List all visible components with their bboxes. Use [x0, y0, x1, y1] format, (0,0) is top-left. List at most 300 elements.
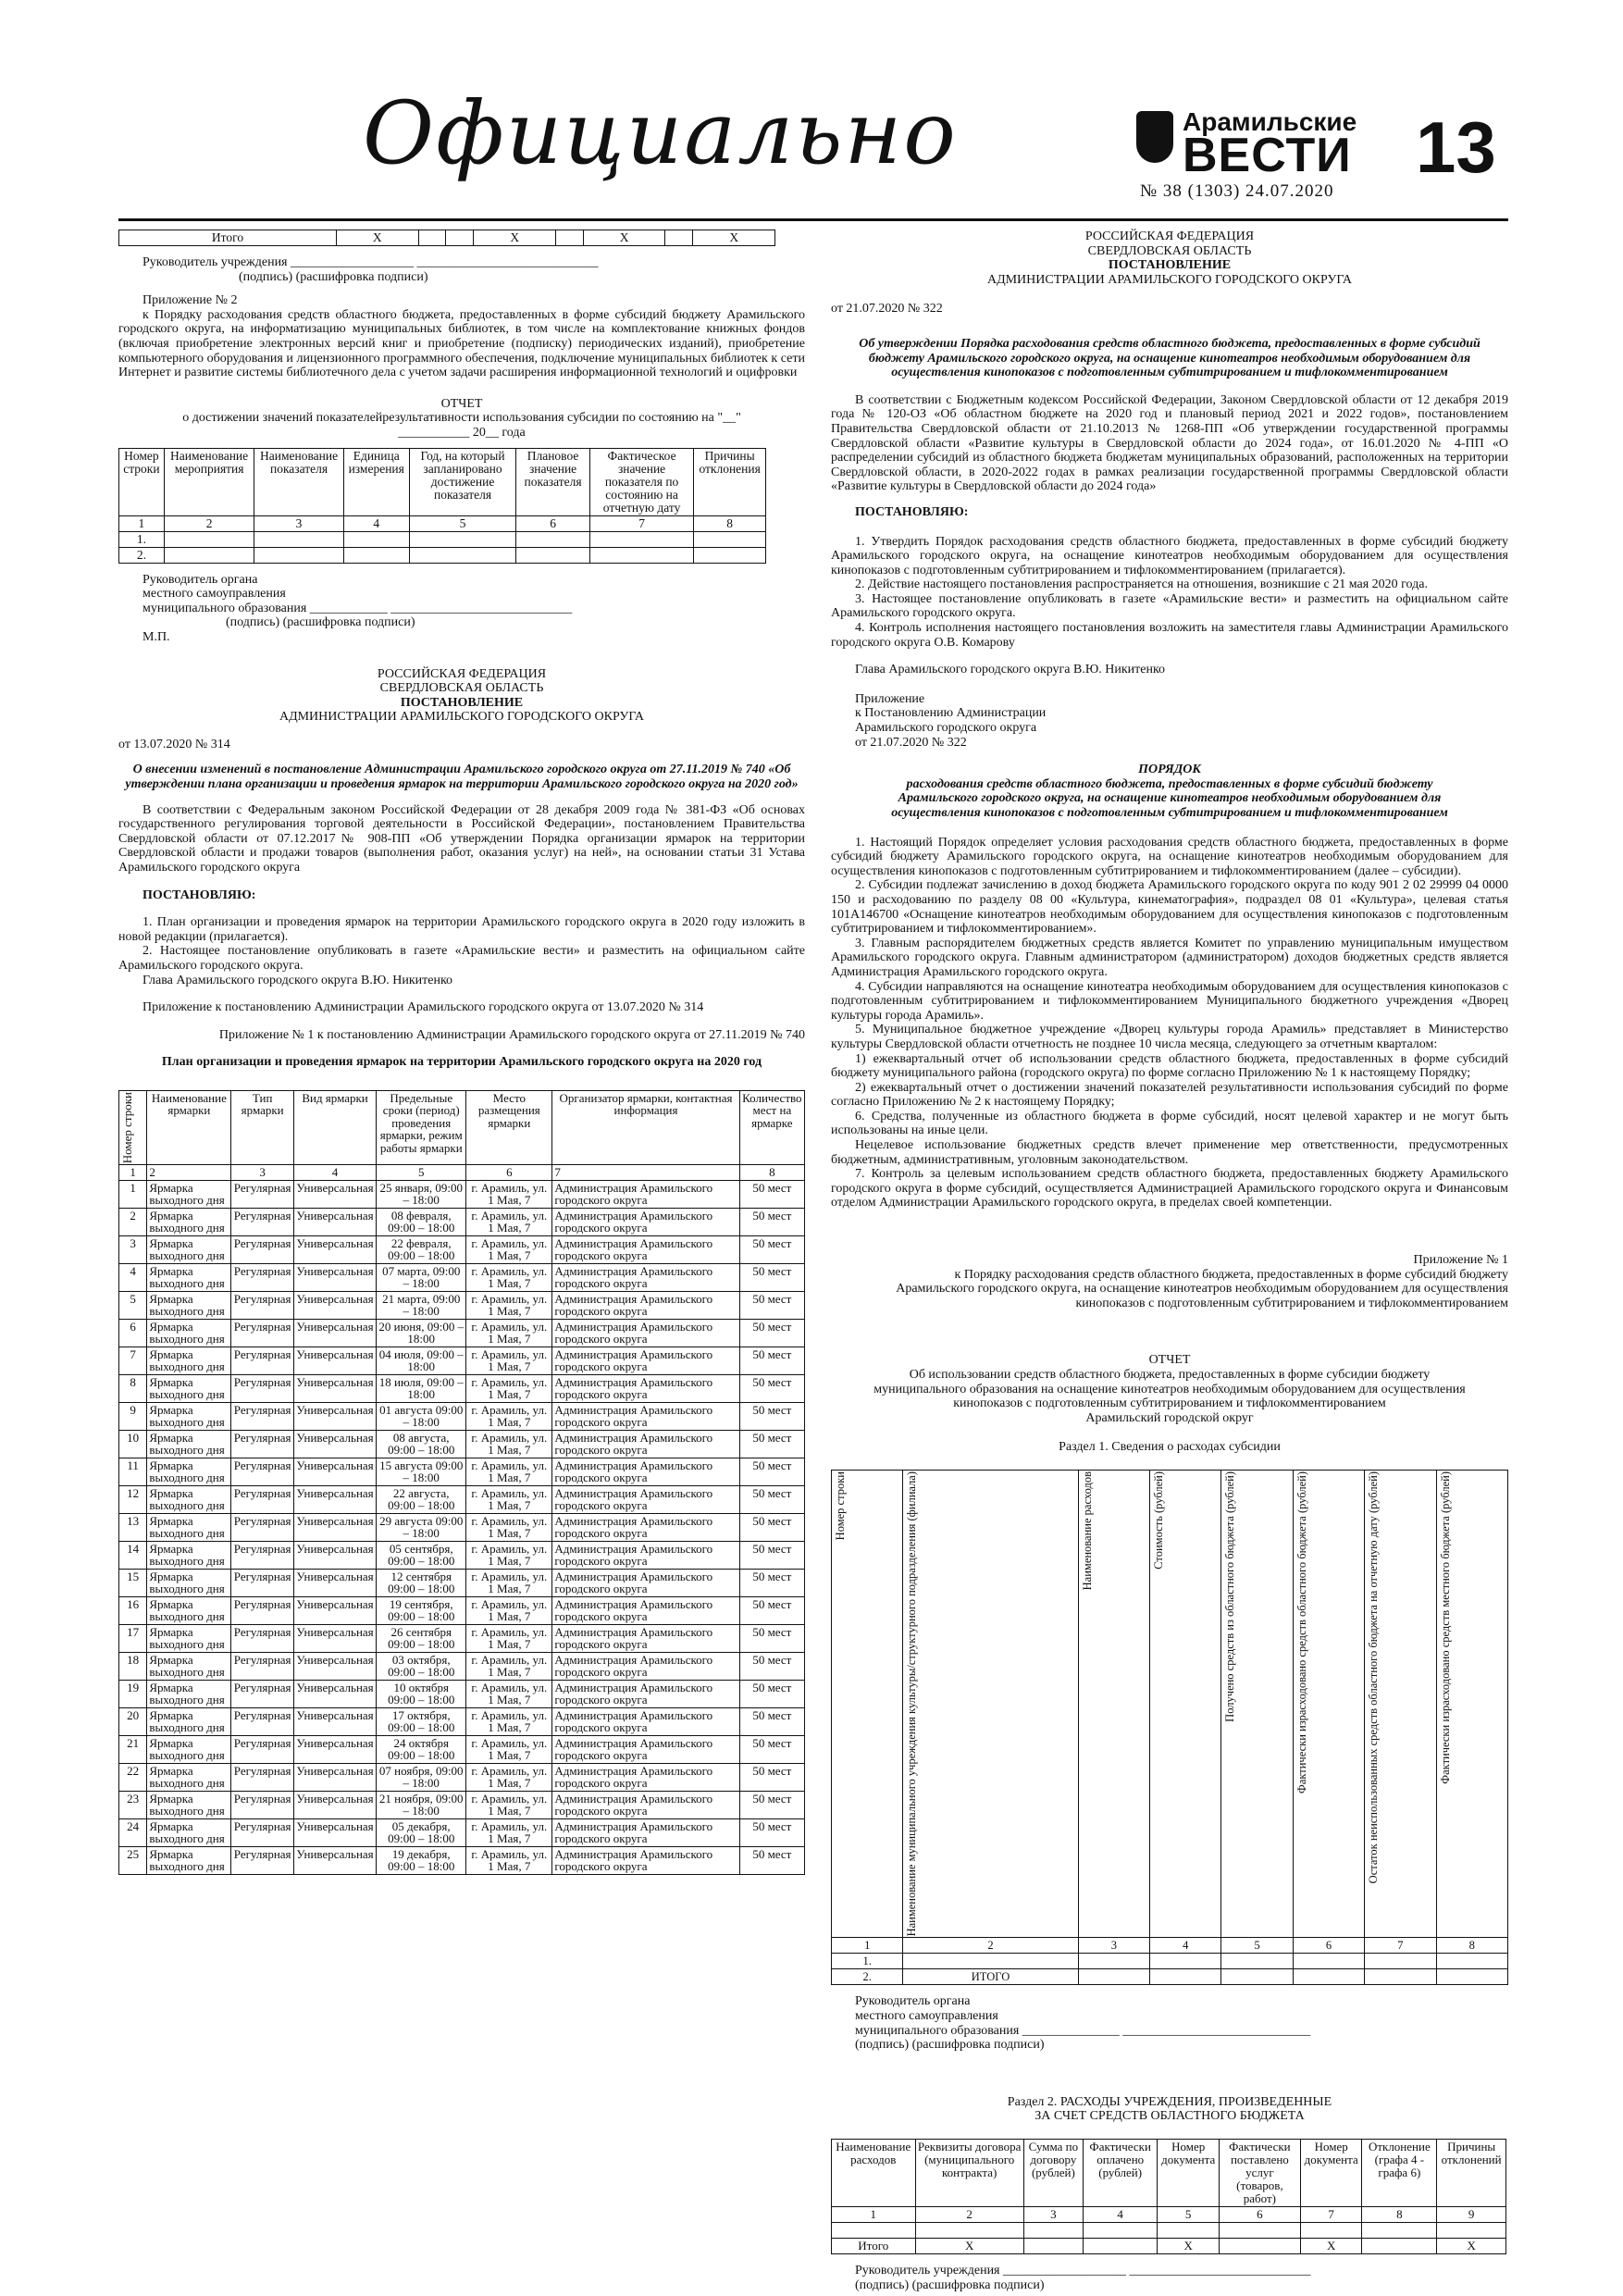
table-cell: 21 ноября, 09:00 – 18:00	[377, 1791, 466, 1818]
table-cell: 08 февраля, 09:00 – 18:00	[377, 1208, 466, 1235]
table-row	[119, 1485, 805, 1513]
table-cell: Ярмарка выходного дня	[147, 1680, 231, 1707]
table-row	[119, 1208, 805, 1235]
table-cell: г. Арамиль, ул. 1 Мая, 7	[466, 1291, 552, 1319]
table-row	[119, 1818, 805, 1846]
table-row	[119, 1541, 805, 1569]
table-cell: Ярмарка выходного дня	[147, 1735, 231, 1763]
table-cell: Регулярная	[231, 1846, 294, 1874]
table-cell	[1078, 1969, 1149, 1985]
table-cell: Универсальная	[293, 1347, 376, 1374]
table-cell: 2.	[119, 547, 165, 563]
table-cell	[446, 230, 474, 246]
table-cell: Регулярная	[231, 1458, 294, 1485]
newspaper-logo	[1136, 104, 1377, 182]
decree-resolve: ПОСТАНОВЛЯЮ:	[142, 887, 256, 902]
table-cell: Администрация Арамильского городского округа	[552, 1624, 739, 1652]
table-cell: Универсальная	[293, 1763, 376, 1791]
order-subtitle: расходования средств областного бюджета, предоставленных в форме субсидий бюджету Арамильского городского округа, на оснащение кинотеатров необходимым оборудованием для осуществления кинопоказов с подготовленным субтитрированием и тифлокомментированием	[891, 776, 1448, 820]
table-cell	[418, 230, 446, 246]
table-cell: г. Арамиль, ул. 1 Мая, 7	[466, 1652, 552, 1680]
table-cell: 1.	[832, 1954, 903, 1969]
table-cell: г. Арамиль, ул. 1 Мая, 7	[466, 1680, 552, 1707]
table-cell: 01 августа 09:00 – 18:00	[377, 1402, 466, 1430]
table-cell: 8	[694, 515, 766, 531]
table-row	[119, 1763, 805, 1791]
table-cell: Ярмарка выходного дня	[147, 1763, 231, 1791]
table-header	[1436, 1470, 1507, 1937]
table-row	[119, 1263, 805, 1291]
table-cell: Регулярная	[231, 1180, 294, 1208]
table-header: Номер документа	[1300, 2139, 1362, 2206]
sign-caption: (подпись) (расшифровка подписи)	[239, 269, 428, 284]
table-cell: Универсальная	[293, 1652, 376, 1680]
decree2-header	[831, 230, 1508, 287]
table-cell: г. Арамиль, ул. 1 Мая, 7	[466, 1263, 552, 1291]
table-cell: Администрация Арамильского городского округа	[552, 1263, 739, 1291]
table-cell	[409, 531, 516, 547]
table-cell: г. Арамиль, ул. 1 Мая, 7	[466, 1180, 552, 1208]
appendix1-text: к Порядку расходования средств областного бюджета, предоставленных в форме субсидий бюджету Арамильского городского округа, на оснащение кинотеатров необходимым оборудованием для осуществления кинопоказов с подготовленным субтитрированием и тифлокомментированием	[896, 1267, 1508, 1310]
table-cell: 25	[119, 1846, 147, 1874]
table-cell: 20 июня, 09:00 – 18:00	[377, 1319, 466, 1347]
table-cell: 5	[377, 1165, 466, 1181]
table-header: Вид ярмарки	[293, 1090, 376, 1164]
table-cell: 10	[119, 1430, 147, 1458]
table-cell	[903, 1954, 1078, 1969]
table-cell: Администрация Арамильского городского округа	[552, 1513, 739, 1541]
table-cell: 50 мест	[739, 1652, 804, 1680]
table-cell	[1293, 1969, 1364, 1985]
sign-line: М.П.	[142, 629, 170, 644]
table-cell: 50 мест	[739, 1402, 804, 1430]
table-cell: Регулярная	[231, 1680, 294, 1707]
table-cell: Администрация Арамильского городского округа	[552, 1235, 739, 1263]
table-header: Плановое значение показателя	[516, 448, 590, 515]
table-cell: г. Арамиль, ул. 1 Мая, 7	[466, 1791, 552, 1818]
table-header: Наименование ярмарки	[147, 1090, 231, 1164]
table-cell: 2	[147, 1165, 231, 1181]
order-item: 6. Средства, полученные из областного бюджета в форме субсидий, носят целевой характер и не могут быть использованы на иные цели.	[831, 1109, 1508, 1138]
table-cell: Регулярная	[231, 1263, 294, 1291]
table-cell: 12	[119, 1485, 147, 1513]
table-cell: Регулярная	[231, 1513, 294, 1541]
appendix-text: к Порядку расходования средств областного бюджета, предоставленных в форме субсидий бюджету Арамильского городского округа, на информатизацию муниципальных библиотек, в том числе на комплектование книжных фондов (включая приобретение электронных версий книг и приобретение (подписку) периодических изданий), приобретение компьютерного оборудования и лицензионного программного обеспечения, подключение муниципальных библиотек к сети Интернет и развитие системы библиотечного дела с учетом задачи расширения информационной технологий и оцифровки	[118, 307, 805, 380]
table-cell: Универсальная	[293, 1846, 376, 1874]
table-cell: Универсальная	[293, 1818, 376, 1846]
decree-country: РОССИЙСКАЯ ФЕДЕРАЦИЯ	[1084, 230, 1255, 243]
table-cell: 4	[343, 515, 409, 531]
table-cell: ИТОГО	[903, 1969, 1078, 1985]
table-header	[832, 1470, 903, 1937]
table-cell: X	[915, 2238, 1023, 2253]
table-cell: 5	[409, 515, 516, 531]
table-row	[119, 1791, 805, 1818]
table-cell	[1150, 1954, 1221, 1969]
table-cell: Универсальная	[293, 1430, 376, 1458]
table-cell: г. Арамиль, ул. 1 Мая, 7	[466, 1513, 552, 1541]
table-row	[119, 1707, 805, 1735]
decree-appendix	[831, 692, 1508, 750]
decree-appendix: Приложение к постановлению Администрации Арамильского городского округа от 13.07.2020 № 314	[142, 1000, 704, 1015]
table-cell: 1	[119, 1165, 147, 1181]
table-cell: Ярмарка выходного дня	[147, 1791, 231, 1818]
table-cell	[1436, 1954, 1507, 1969]
report2-entity: Арамильский городской округ	[1085, 1410, 1254, 1425]
table-header	[1221, 1470, 1293, 1937]
table-cell: 17 октября, 09:00 – 18:00	[377, 1707, 466, 1735]
decree-items	[831, 535, 1508, 651]
decree-item: 3. Настоящее постановление опубликовать в газете «Арамильские вести» и разместить на официальном сайте Арамильского городского округа.	[831, 591, 1508, 621]
table-cell: Универсальная	[293, 1180, 376, 1208]
table-cell: 5	[1221, 1938, 1293, 1954]
decree-appendix2: Приложение № 1 к постановлению Администрации Арамильского городского округа от 27.11.2019 № 740	[218, 1027, 805, 1042]
table-cell: 04 июля, 09:00 – 18:00	[377, 1347, 466, 1374]
table-row	[119, 1458, 805, 1485]
table-cell: Ярмарка выходного дня	[147, 1818, 231, 1846]
table-cell: 50 мест	[739, 1208, 804, 1235]
table-row	[119, 1513, 805, 1541]
table-header	[1078, 1470, 1149, 1937]
table-cell: 4	[293, 1165, 376, 1181]
table-cell: 19 сентября, 09:00 – 18:00	[377, 1596, 466, 1624]
table-cell: Администрация Арамильского городского округа	[552, 1763, 739, 1791]
table-cell	[1436, 1969, 1507, 1985]
table-cell: 2	[915, 2206, 1023, 2222]
table-cell: 50 мест	[739, 1263, 804, 1291]
table-cell: 7	[552, 1165, 739, 1181]
appendix1-title: Приложение № 1	[1413, 1253, 1508, 1268]
table-cell: 3	[231, 1165, 294, 1181]
table-cell: 8	[739, 1165, 804, 1181]
table-cell: 18	[119, 1652, 147, 1680]
decree-item: 2. Настоящее постановление опубликовать в газете «Арамильские вести» и разместить на официальном сайте Арамильского городского округа.	[118, 944, 805, 973]
decree-region: СВЕРДЛОВСКАЯ ОБЛАСТЬ	[379, 681, 544, 696]
table-cell: Универсальная	[293, 1402, 376, 1430]
table-cell: 1	[119, 1180, 147, 1208]
table-cell: 50 мест	[739, 1541, 804, 1569]
table-cell: 15	[119, 1569, 147, 1596]
table-cell: 12 сентября 09:00 – 18:00	[377, 1569, 466, 1596]
table-cell: 50 мест	[739, 1680, 804, 1707]
table-cell: г. Арамиль, ул. 1 Мая, 7	[466, 1347, 552, 1374]
table-cell: 14	[119, 1541, 147, 1569]
sign-block	[118, 573, 805, 645]
report2-table2	[831, 2139, 1506, 2254]
table-cell: 6	[119, 1319, 147, 1347]
table-cell: 9	[1437, 2206, 1506, 2222]
decree-item: 2. Действие настоящего постановления распространяется на отношения, возникшие с 21 мая 2020 года.	[855, 577, 1428, 592]
table-cell: 7	[1365, 1938, 1436, 1954]
section-title: Официально	[363, 83, 958, 184]
left-column	[118, 230, 805, 1875]
table-cell	[409, 547, 516, 563]
table-cell: Универсальная	[293, 1291, 376, 1319]
table-cell: 50 мест	[739, 1291, 804, 1319]
table-row	[119, 1319, 805, 1347]
table-header: Отклонение (графа 4 - графа 6)	[1362, 2139, 1437, 2206]
table-cell: 26 сентября 09:00 – 18:00	[377, 1624, 466, 1652]
table-cell: Администрация Арамильского городского округа	[552, 1846, 739, 1874]
table-cell: 10 октября 09:00 – 18:00	[377, 1680, 466, 1707]
table-cell: X	[1158, 2238, 1220, 2253]
table-cell: 05 декабря, 09:00 – 18:00	[377, 1818, 466, 1846]
table-cell: 23	[119, 1791, 147, 1818]
decree-signature: Глава Арамильского городского округа В.Ю. Никитенко	[855, 663, 1166, 677]
table-cell: 4	[119, 1263, 147, 1291]
decree-item: 4. Контроль исполнения настоящего постановления возложить на заместителя главы Администрации Арамильского городского округа О.В. Комарову	[831, 621, 1508, 650]
decree-region: СВЕРДЛОВСКАЯ ОБЛАСТЬ	[1087, 243, 1252, 258]
right-column	[831, 230, 1508, 2292]
table-cell: Регулярная	[231, 1291, 294, 1319]
table-cell: Администрация Арамильского городского округа	[552, 1569, 739, 1596]
sign-line: (подпись) (расшифровка подписи)	[226, 615, 415, 630]
table-cell: Универсальная	[293, 1485, 376, 1513]
sign-caption: (подпись) (расшифровка подписи)	[855, 2277, 1045, 2292]
table-cell	[589, 531, 693, 547]
table-cell: Регулярная	[231, 1624, 294, 1652]
order-item: 1) ежеквартальный отчет об использовании средств областного бюджета, предоставленных в форме субсидий бюджету муниципального района (городского округа) по форме согласно Приложению № 1 к настоящему Порядку;	[831, 1051, 1508, 1081]
report-title: ОТЧЕТ	[440, 396, 483, 411]
table-cell: 3	[1023, 2206, 1083, 2222]
report2-section2: Раздел 2. РАСХОДЫ УЧРЕЖДЕНИЯ, ПРОИЗВЕДЕННЫЕ	[1007, 2094, 1332, 2109]
table-cell: 11	[119, 1458, 147, 1485]
table-header-text: Фактически израсходовано средств местного бюджета (рублей)	[1438, 1471, 1452, 1784]
appendix-line: к Постановлению Администрации	[855, 706, 1047, 721]
table-header	[119, 1090, 147, 1164]
table-cell	[1362, 2238, 1437, 2253]
table-cell: 50 мест	[739, 1569, 804, 1596]
table-cell: 50 мест	[739, 1763, 804, 1791]
table-header: Наименование мероприятия	[164, 448, 254, 515]
table-cell: 18 июля, 09:00 – 18:00	[377, 1374, 466, 1402]
table-header-text: Номер строки	[834, 1471, 847, 1541]
table-cell	[694, 531, 766, 547]
table-cell: г. Арамиль, ул. 1 Мая, 7	[466, 1402, 552, 1430]
sign-line: местного самоуправления	[142, 587, 286, 602]
decree-body: В соответствии с Федеральным законом Российской Федерации от 28 декабря 2009 года № 381-ФЗ «Об основах государственного регулирования торговой деятельности в Российской Федерации», постановлением Правительства Свердловской области от 07.12.2017№ 908-ПП «Об утверждении Порядка организации ярмарок на территории Свердловской области и продажи товаров (выполнения работ, оказания услуг) на ней», на основании статьи 31 Устава Арамильского городского округа	[118, 802, 805, 875]
table-cell: 07 ноября, 09:00 – 18:00	[377, 1763, 466, 1791]
table-cell: X	[337, 230, 418, 246]
table-cell: г. Арамиль, ул. 1 Мая, 7	[466, 1208, 552, 1235]
table-cell: г. Арамиль, ул. 1 Мая, 7	[466, 1485, 552, 1513]
order-item: 4. Субсидии направляются на оснащение кинотеатра необходимым оборудованием для осуществления кинопоказов с подготовленным субтитрированием и тифлокомментированием Муниципального бюджетного учреждения «Дворец культуры города Арамиль».	[831, 979, 1508, 1023]
table-cell	[1023, 2238, 1083, 2253]
table-cell: 6	[516, 515, 590, 531]
table-cell: Регулярная	[231, 1818, 294, 1846]
table-cell: Администрация Арамильского городского округа	[552, 1818, 739, 1846]
table-cell: Администрация Арамильского городского округа	[552, 1347, 739, 1374]
table-header-text: Остаток неиспользованных средств областного бюджета на отчетную дату (рублей)	[1367, 1471, 1381, 1884]
sign-line: Руководитель органа	[855, 1994, 971, 2009]
table-cell: 2.	[832, 1969, 903, 1985]
table-row	[119, 1680, 805, 1707]
table-cell: Ярмарка выходного дня	[147, 1347, 231, 1374]
table-cell: 6	[466, 1165, 552, 1181]
table-cell: Универсальная	[293, 1680, 376, 1707]
table-header: Единица измерения	[343, 448, 409, 515]
table-cell	[694, 547, 766, 563]
table-cell: Ярмарка выходного дня	[147, 1208, 231, 1235]
table-cell: Регулярная	[231, 1485, 294, 1513]
order-item: 1. Настоящий Порядок определяет условия расходования средств областного бюджета, предоставленных в форме субсидий бюджету Арамильского городского округа, на оснащение кинотеатров необходимым оборудованием для осуществления кинопоказов с подготовленным субтитрированием и тифлокомментированием (далее – субсидии).	[831, 835, 1508, 878]
table-header	[1293, 1470, 1364, 1937]
table-cell: 24	[119, 1818, 147, 1846]
table-cell	[164, 547, 254, 563]
table-cell: 24 октября 09:00 – 18:00	[377, 1735, 466, 1763]
table-cell: 50 мест	[739, 1624, 804, 1652]
order-item: 3. Главным распорядителем бюджетных средств является Комитет по управлению муниципальным имуществом Арамильского городского округа. Главным администратором (администратором) доходов бюджетных средств является Администрация Арамильского городского округа.	[831, 936, 1508, 979]
table-cell: г. Арамиль, ул. 1 Мая, 7	[466, 1735, 552, 1763]
sign-line: муниципального образования ____________ ____________________________	[142, 601, 573, 615]
table-header: Фактическое значение показателя по состоянию на отчетную дату	[589, 448, 693, 515]
table-header: Количество мест на ярмарке	[739, 1090, 804, 1164]
appendix-title: Приложение № 2	[142, 293, 238, 308]
table-cell: Регулярная	[231, 1569, 294, 1596]
table-header: Номер документа	[1158, 2139, 1220, 2206]
table-cell: 05 сентября, 09:00 – 18:00	[377, 1541, 466, 1569]
table-row	[119, 1652, 805, 1680]
table-cell: 50 мест	[739, 1347, 804, 1374]
appendix-line: Приложение	[855, 691, 925, 706]
table-cell: 7	[1300, 2206, 1362, 2222]
table-cell: Регулярная	[231, 1347, 294, 1374]
table-header: Предельные сроки (период) проведения ярмарки, режим работы ярмарки	[377, 1090, 466, 1164]
table-header-text: Получено средств из областного бюджета (рублей)	[1223, 1471, 1237, 1722]
table-cell: 20	[119, 1707, 147, 1735]
order-item: 2) ежеквартальный отчет о достижении значений показателей результативности использования субсидий по форме согласно Приложению № 2 к настоящему Порядку;	[831, 1080, 1508, 1110]
table-cell: 50 мест	[739, 1707, 804, 1735]
order-title: ПОРЯДОК	[1138, 763, 1201, 777]
table-cell: 50 мест	[739, 1319, 804, 1347]
decree-subject: О внесении изменений в постановление Администрации Арамильского городского округа от 27.11.2019 № 740 «Об утверждении плана организации и проведения ярмарок на территории Арамильского городского округа на 2020 год»	[125, 763, 799, 792]
table-cell: г. Арамиль, ул. 1 Мая, 7	[466, 1541, 552, 1569]
table-cell: 22 августа, 09:00 – 18:00	[377, 1485, 466, 1513]
table-cell: 2	[119, 1208, 147, 1235]
table-header: Место размещения ярмарки	[466, 1090, 552, 1164]
table-cell	[254, 531, 343, 547]
table-cell: 3	[254, 515, 343, 531]
table-cell: Ярмарка выходного дня	[147, 1402, 231, 1430]
table-cell: Универсальная	[293, 1624, 376, 1652]
table-cell	[665, 230, 693, 246]
table-cell: Администрация Арамильского городского округа	[552, 1652, 739, 1680]
table-cell: 50 мест	[739, 1791, 804, 1818]
table-cell: Ярмарка выходного дня	[147, 1458, 231, 1485]
table-header: Год, на который запланировано достижение показателя	[409, 448, 516, 515]
table-cell: 4	[1150, 1938, 1221, 1954]
table-header-text: Стоимость (рублей)	[1152, 1471, 1166, 1570]
table-cell: 22 февраля, 09:00 – 18:00	[377, 1235, 466, 1263]
table-cell: 19	[119, 1680, 147, 1707]
table-cell: Универсальная	[293, 1735, 376, 1763]
table-cell: 5	[1158, 2206, 1220, 2222]
sign-line: Руководитель органа	[142, 572, 258, 587]
table-cell: Ярмарка выходного дня	[147, 1513, 231, 1541]
table-cell: 03 октября, 09:00 – 18:00	[377, 1652, 466, 1680]
table-cell: 21	[119, 1735, 147, 1763]
table-cell: 50 мест	[739, 1818, 804, 1846]
table-cell: 16	[119, 1596, 147, 1624]
table-header: Сумма по договору (рублей)	[1023, 2139, 1083, 2206]
table-cell: 50 мест	[739, 1485, 804, 1513]
sign-line: Руководитель учреждения ___________________ ____________________________	[855, 2263, 1311, 2277]
table-cell: Регулярная	[231, 1374, 294, 1402]
table-cell: Ярмарка выходного дня	[147, 1485, 231, 1513]
table-cell	[1221, 1969, 1293, 1985]
table-cell	[1219, 2238, 1300, 2253]
table-cell: 29 августа 09:00 – 18:00	[377, 1513, 466, 1541]
table-cell: 9	[119, 1402, 147, 1430]
decree-signature: Глава Арамильского городского округа В.Ю. Никитенко	[142, 973, 453, 987]
table-header-text: Наименование расходов	[1080, 1471, 1094, 1591]
table-cell: 1	[832, 2206, 916, 2222]
table-cell: Администрация Арамильского городского округа	[552, 1791, 739, 1818]
table-cell: 8	[1436, 1938, 1507, 1954]
table-cell: 3	[1078, 1938, 1149, 1954]
table-header: Тип ярмарки	[231, 1090, 294, 1164]
table-cell: Регулярная	[231, 1735, 294, 1763]
table-cell: 22	[119, 1763, 147, 1791]
table-cell: Регулярная	[231, 1763, 294, 1791]
table-cell: Ярмарка выходного дня	[147, 1374, 231, 1402]
table-cell	[343, 531, 409, 547]
table-cell: г. Арамиль, ул. 1 Мая, 7	[466, 1374, 552, 1402]
table-cell: Ярмарка выходного дня	[147, 1624, 231, 1652]
table-row	[119, 1347, 805, 1374]
table-cell: X	[583, 230, 664, 246]
table-cell: Администрация Арамильского городского округа	[552, 1402, 739, 1430]
table-cell: 21 марта, 09:00 – 18:00	[377, 1291, 466, 1319]
report2-title: ОТЧЕТ	[1148, 1353, 1191, 1368]
table-row	[119, 1235, 805, 1263]
decree-item: 1. План организации и проведения ярмарок на территории Арамильского городского округа в 2020 году изложить в новой редакции (прилагается).	[118, 915, 805, 944]
table-cell: г. Арамиль, ул. 1 Мая, 7	[466, 1430, 552, 1458]
decree-type: ПОСТАНОВЛЕНИЕ	[400, 695, 524, 710]
decree-issuer: АДМИНИСТРАЦИИ АРАМИЛЬСКОГО ГОРОДСКОГО ОКРУГА	[986, 272, 1353, 287]
table-cell: X	[474, 230, 555, 246]
table-cell: Ярмарка выходного дня	[147, 1846, 231, 1874]
report2-table1	[831, 1470, 1508, 1985]
table-cell: Администрация Арамильского городского округа	[552, 1541, 739, 1569]
table-cell: 50 мест	[739, 1235, 804, 1263]
table-cell: Администрация Арамильского городского округа	[552, 1707, 739, 1735]
table-row	[119, 1374, 805, 1402]
table-cell: Администрация Арамильского городского округа	[552, 1430, 739, 1458]
top-total-table	[118, 230, 775, 246]
table-cell: 50 мест	[739, 1513, 804, 1541]
table-row	[119, 1569, 805, 1596]
table-cell	[343, 547, 409, 563]
order-item: 2. Субсидии подлежат зачислению в доход бюджета Арамильского городского округа по коду 901 2 02 29999 04 0000 150 и расходованию по разделу 08 00 «Культура, кинематография», подраздел 08 01 «Культура», целевая статья 101А146700 «Оснащение кинотеатров необходимым оборудованием для осуществления кинопоказов с подготовленным субтитрированием и тифлокомментированием».	[831, 878, 1508, 937]
table-header-text: Номер строки	[120, 1091, 134, 1164]
plan-title: План организации и проведения ярмарок на территории Арамильского городского округа на 2020 год	[161, 1055, 762, 1070]
report1-table	[118, 448, 766, 564]
table-cell: Ярмарка выходного дня	[147, 1263, 231, 1291]
table-cell: г. Арамиль, ул. 1 Мая, 7	[466, 1763, 552, 1791]
order-item: Нецелевое использование бюджетных средств влечет применение мер ответственности, предусмотренных бюджетным, административным, уголовным законодательством.	[831, 1138, 1508, 1167]
table-cell: г. Арамиль, ул. 1 Мая, 7	[466, 1458, 552, 1485]
table-cell: Ярмарка выходного дня	[147, 1319, 231, 1347]
table-cell: Универсальная	[293, 1458, 376, 1485]
table-cell: 2	[164, 515, 254, 531]
crest-icon	[1136, 111, 1173, 163]
table-cell: 3	[119, 1235, 147, 1263]
table-cell: 50 мест	[739, 1180, 804, 1208]
table-cell: 7	[119, 1347, 147, 1374]
table-header: Наименование расходов	[832, 2139, 916, 2206]
table-cell: Универсальная	[293, 1596, 376, 1624]
